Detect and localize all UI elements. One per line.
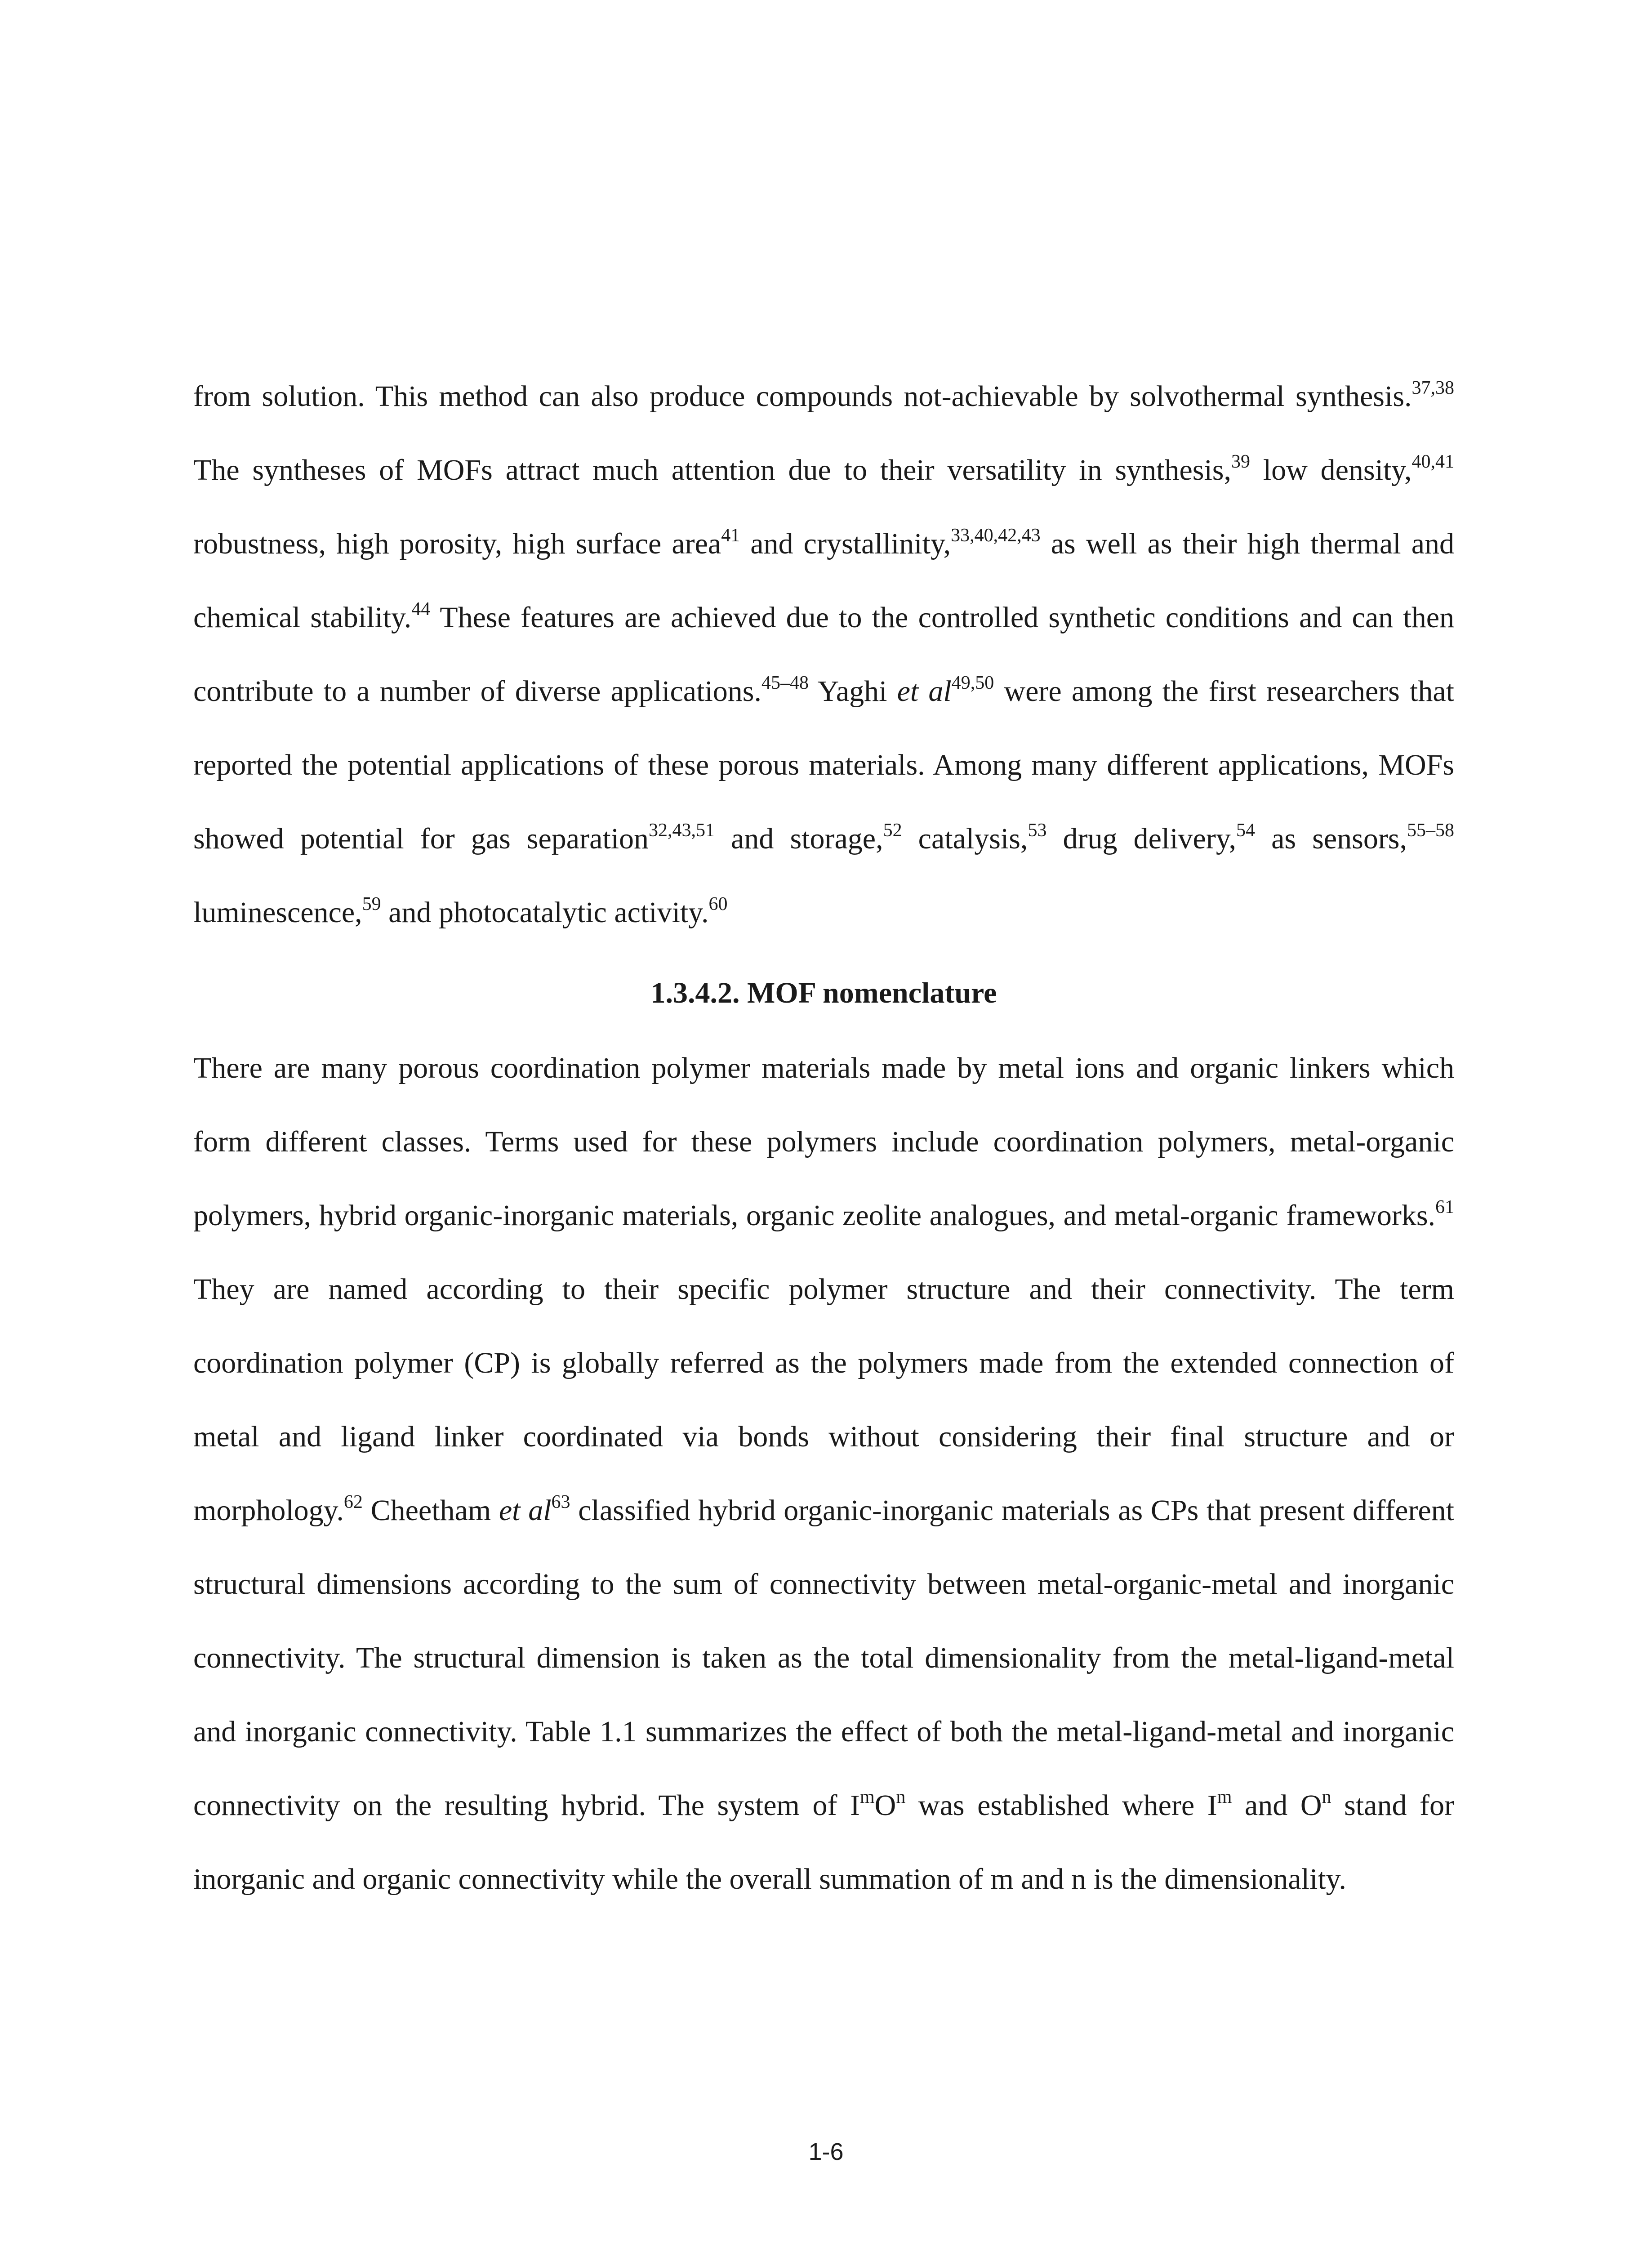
paragraph-applications <box>193 360 1454 950</box>
text-run: stand for inorganic and organic connectivity while the overall summation of m and n is the dimensionality. <box>193 1789 1454 1896</box>
page-number: 1-6 <box>808 2138 844 2165</box>
text-run: and crystallinity, <box>740 527 951 560</box>
text-run: as well as their high thermal and chemical stability. <box>193 527 1454 634</box>
text-run: as sensors, <box>1255 822 1407 855</box>
text-run: They are named according to their specific polymer structure and their connectivity. The term coordination polymer (CP) is globally referred as the polymers made from the extended connection of metal and ligand linker coordinated via bonds without considering their final structure and or morphology. <box>193 1273 1454 1527</box>
citation-superscript: 37,38 <box>1412 378 1454 398</box>
text-run: catalysis, <box>902 822 1028 855</box>
text-run: low density, <box>1250 454 1412 486</box>
citation-superscript: 32,43,51 <box>649 820 715 841</box>
citation-superscript: 44 <box>411 599 431 620</box>
text-run: and photocatalytic activity. <box>381 896 709 929</box>
citation-superscript: 62 <box>343 1492 363 1512</box>
citation-superscript: 53 <box>1028 820 1047 841</box>
exponent-superscript: n <box>896 1787 906 1807</box>
text-run: and storage, <box>715 822 883 855</box>
citation-superscript: 45–48 <box>761 673 809 693</box>
citation-superscript: 60 <box>708 894 728 914</box>
text-run: drug delivery, <box>1046 822 1237 855</box>
text-run: Yaghi <box>808 675 897 708</box>
text-run: There are many porous coordination polymer materials made by metal ions and organic linkers which form different classes. Terms used for these polymers include coordination polymers, metal-organic polymers, hybrid organic-inorganic materials, organic zeolite analogues, and metal-organic frameworks. <box>193 1052 1454 1232</box>
exponent-superscript: n <box>1322 1787 1331 1807</box>
text-run: The syntheses of MOFs attract much attention due to their versatility in synthesis, <box>193 454 1231 486</box>
text-run: robustness, high porosity, high surface area <box>193 527 721 560</box>
exponent-superscript: m <box>1217 1787 1232 1807</box>
citation-superscript: 40,41 <box>1412 451 1454 472</box>
text-run: Cheetham <box>362 1494 499 1527</box>
italic-et-al: et al <box>499 1494 552 1527</box>
citation-superscript: 39 <box>1231 451 1250 472</box>
text-run: were among the first researchers that reported the potential applications of these porous materials. Among many different applications, MOFs showed potential for gas separation <box>193 675 1454 855</box>
citation-superscript: 55–58 <box>1407 820 1454 841</box>
citation-superscript: 52 <box>883 820 902 841</box>
paragraph-nomenclature <box>193 1031 1454 1916</box>
text-run: classified hybrid organic-inorganic materials as CPs that present different structural dimensions according to the sum of connectivity between metal-organic-metal and inorganic connectivity. The structural dimension is taken as the total dimensionality from the metal-ligand-metal and inorganic connectivity. Table 1.1 summarizes the effect of both the metal-ligand-metal and inorganic connectivity on the resulting hybrid. The system of I <box>193 1494 1454 1822</box>
section-heading: 1.3.4.2. MOF nomenclature <box>650 977 997 1009</box>
citation-superscript: 59 <box>362 894 381 914</box>
text-run: luminescence, <box>193 896 362 929</box>
page-body <box>193 360 1454 1916</box>
text-run: was established where I <box>905 1789 1217 1822</box>
citation-superscript: 49,50 <box>951 673 994 693</box>
text-run: from solution. This method can also produce compounds not-achievable by solvothermal synthesis. <box>193 380 1412 413</box>
citation-superscript: 41 <box>721 525 740 546</box>
citation-superscript: 63 <box>551 1492 570 1512</box>
citation-superscript: 61 <box>1435 1197 1454 1218</box>
exponent-superscript: m <box>859 1787 875 1807</box>
citation-superscript: 54 <box>1236 820 1256 841</box>
citation-superscript: 33,40,42,43 <box>951 525 1041 546</box>
text-run: and O <box>1232 1789 1322 1822</box>
italic-et-al: et al <box>897 675 952 708</box>
text-run: These features are achieved due to the controlled synthetic conditions and can then contribute to a number of diverse applications. <box>193 601 1454 708</box>
text-run: O <box>874 1789 896 1822</box>
